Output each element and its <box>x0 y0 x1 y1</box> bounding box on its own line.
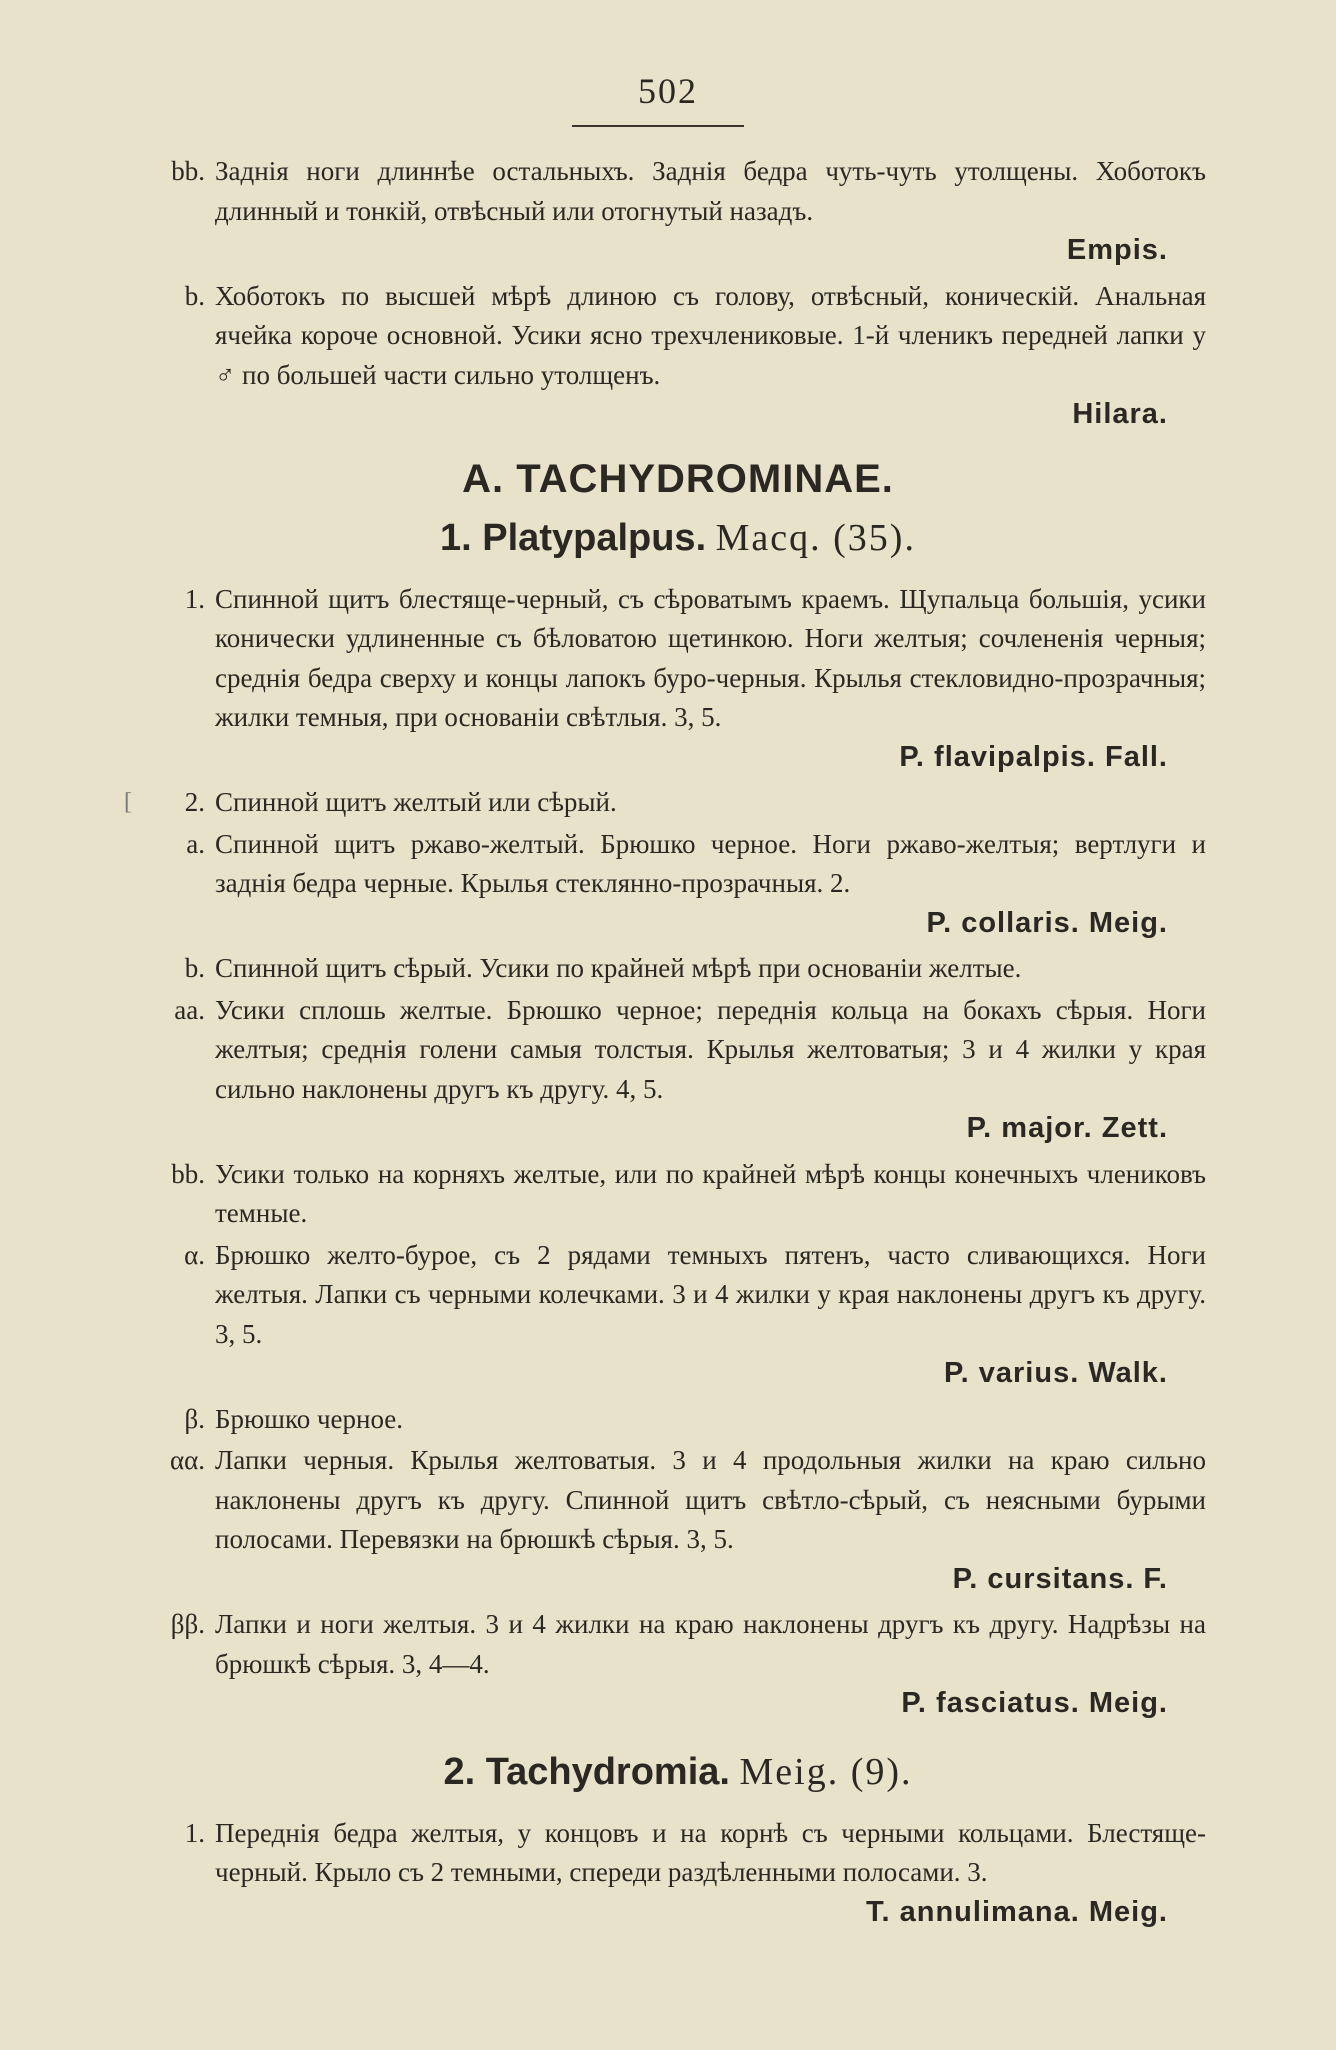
key-entry-2 <box>124 783 1206 823</box>
key-entry-beta <box>150 1400 1206 1440</box>
section-title: A. TACHYDROMINAE. <box>462 456 894 501</box>
key-text: Брюшко черное. <box>215 1403 404 1434</box>
key-entry-aa-major <box>150 991 1206 1149</box>
key-entry-b <box>150 949 1206 989</box>
key-text: Усики только на корняхъ желтые, или по крайней мѣрѣ концы конечныхъ члениковъ темные. <box>215 1158 1206 1228</box>
key-entry-bb-empis <box>150 152 1206 271</box>
key-marker: ββ. <box>170 1609 205 1639</box>
key-marker: bb. <box>171 1158 205 1189</box>
genus-name: 1. Platypalpus. <box>440 516 707 559</box>
key-entry-alphaalpha-cursitans <box>150 1441 1206 1599</box>
genus-heading-tachydromia <box>150 1750 1206 1794</box>
key-entry-bb <box>150 1155 1206 1234</box>
key-marker: αα. <box>169 1445 205 1475</box>
key-text: Усики сплошь желтые. Брюшко черное; переднія кольца на бокахъ сѣрыя. Ноги желтыя; среднія голени самыя толстыя. Крылья желтоватыя; 3 и 4 жилки у края сильно наклонены другъ къ другу. 4, 5. <box>215 994 1206 1104</box>
page-content <box>124 152 1206 1938</box>
genus-author: Macq. (35). <box>715 516 916 559</box>
page-number-rule <box>572 125 744 127</box>
key-marker: b. <box>184 280 205 311</box>
key-marker: a. <box>186 828 205 859</box>
species-name: P. varius. Walk. <box>944 1357 1168 1389</box>
species-name: P. flavipalpis. Fall. <box>899 740 1168 773</box>
key-entry-b-hilara <box>150 277 1206 435</box>
key-text: Брюшко желто-бурое, съ 2 рядами темныхъ пятенъ, часто сливающихся. Ноги желтыя. Лапки съ черными колечками. 3 и 4 жилки у края наклонены другъ къ другу. 3, 5. <box>215 1239 1206 1349</box>
margin-bracket-mark: [ <box>124 789 132 815</box>
key-text: Лапки и ноги желтыя. 3 и 4 жилки на краю наклонены другъ къ другу. Надрѣзы на брюшкѣ сѣрыя. 3, 4—4. <box>215 1609 1206 1679</box>
key-text: Спинной щитъ ржаво-желтый. Брюшко черное. Ноги ржаво-желтыя; вертлуги и заднія бедра черные. Крылья стеклянно-прозрачныя. 2. <box>215 828 1206 898</box>
species-name: P. fasciatus. Meig. <box>901 1687 1168 1719</box>
species-name: P. major. Zett. <box>966 1112 1168 1144</box>
key-marker: b. <box>184 953 205 983</box>
key-marker: 1. <box>184 1817 205 1848</box>
species-name: P. collaris. Meig. <box>926 906 1168 939</box>
genus-author: Meig. (9). <box>739 1750 913 1793</box>
species-name: Empis. <box>1066 234 1168 266</box>
species-name: Hilara. <box>1072 398 1168 430</box>
key-entry-betabeta-fasciatus <box>150 1605 1206 1724</box>
key-marker: aa. <box>174 994 205 1025</box>
species-name: P. cursitans. F. <box>952 1562 1168 1595</box>
key-marker: bb. <box>171 156 205 186</box>
genus-heading-platypalpus <box>150 516 1206 560</box>
key-marker: 2. <box>184 787 205 817</box>
page-number: 502 <box>638 71 698 111</box>
key-text: Хоботокъ по высшей мѣрѣ длиною съ голову, отвѣсный, коническій. Анальная ячейка короче основной. Усики ясно трехчлениковые. 1-й члeникъ передней лапки у ♂ по большей части сильно утолщенъ. <box>215 280 1206 390</box>
key-text: Спинной щитъ желтый или сѣрый. <box>215 787 617 817</box>
key-marker: β. <box>184 1403 205 1434</box>
key-text: Спинной щитъ сѣрый. Усики по крайней мѣрѣ при основаніи желтые. <box>215 953 1022 983</box>
key-entry-1-flavipalpis <box>150 580 1206 778</box>
key-text: Лапки черныя. Крылья желтоватыя. 3 и 4 продольныя жилки на краю сильно наклонены другъ къ другу. Спинной щитъ свѣтло-сѣрый, съ неясными бурыми полосами. Перевязки на брюшкѣ сѣрыя. 3, 5. <box>215 1445 1206 1554</box>
key-marker: 1. <box>184 583 205 614</box>
key-entry-a-collaris <box>150 825 1206 944</box>
key-entry-alpha-varius <box>150 1236 1206 1394</box>
key-text: Переднія бедра желтыя, у концовъ и на корнѣ съ черными кольцами. Блестяще-черный. Крыло съ 2 темными, спереди раздѣленными полосами. 3. <box>215 1817 1206 1887</box>
key-marker: α. <box>184 1239 205 1270</box>
species-name: T. annulimana. Meig. <box>866 1895 1168 1928</box>
genus-name: 2. Tachydromia. <box>443 1750 730 1793</box>
key-text: Заднія ноги длиннѣе остальныхъ. Заднія бедра чуть-чуть утолщены. Хоботокъ длинный и тонкій, отвѣсный или отогнутый назадъ. <box>215 156 1206 226</box>
key-text: Спинной щитъ блестяще-черный, съ сѣроватымъ краемъ. Щупальца большія, усики конически удлиненные съ бѣловатою щетинкою. Ноги желтыя; сочлененія черныя; среднія бедра сверху и концы лапокъ буро-черныя. Крылья стекловидно-прозрачныя; жилки темныя, при основаніи свѣтлыя. 3, 5. <box>215 583 1206 732</box>
key-entry-1-annulimana <box>150 1814 1206 1933</box>
